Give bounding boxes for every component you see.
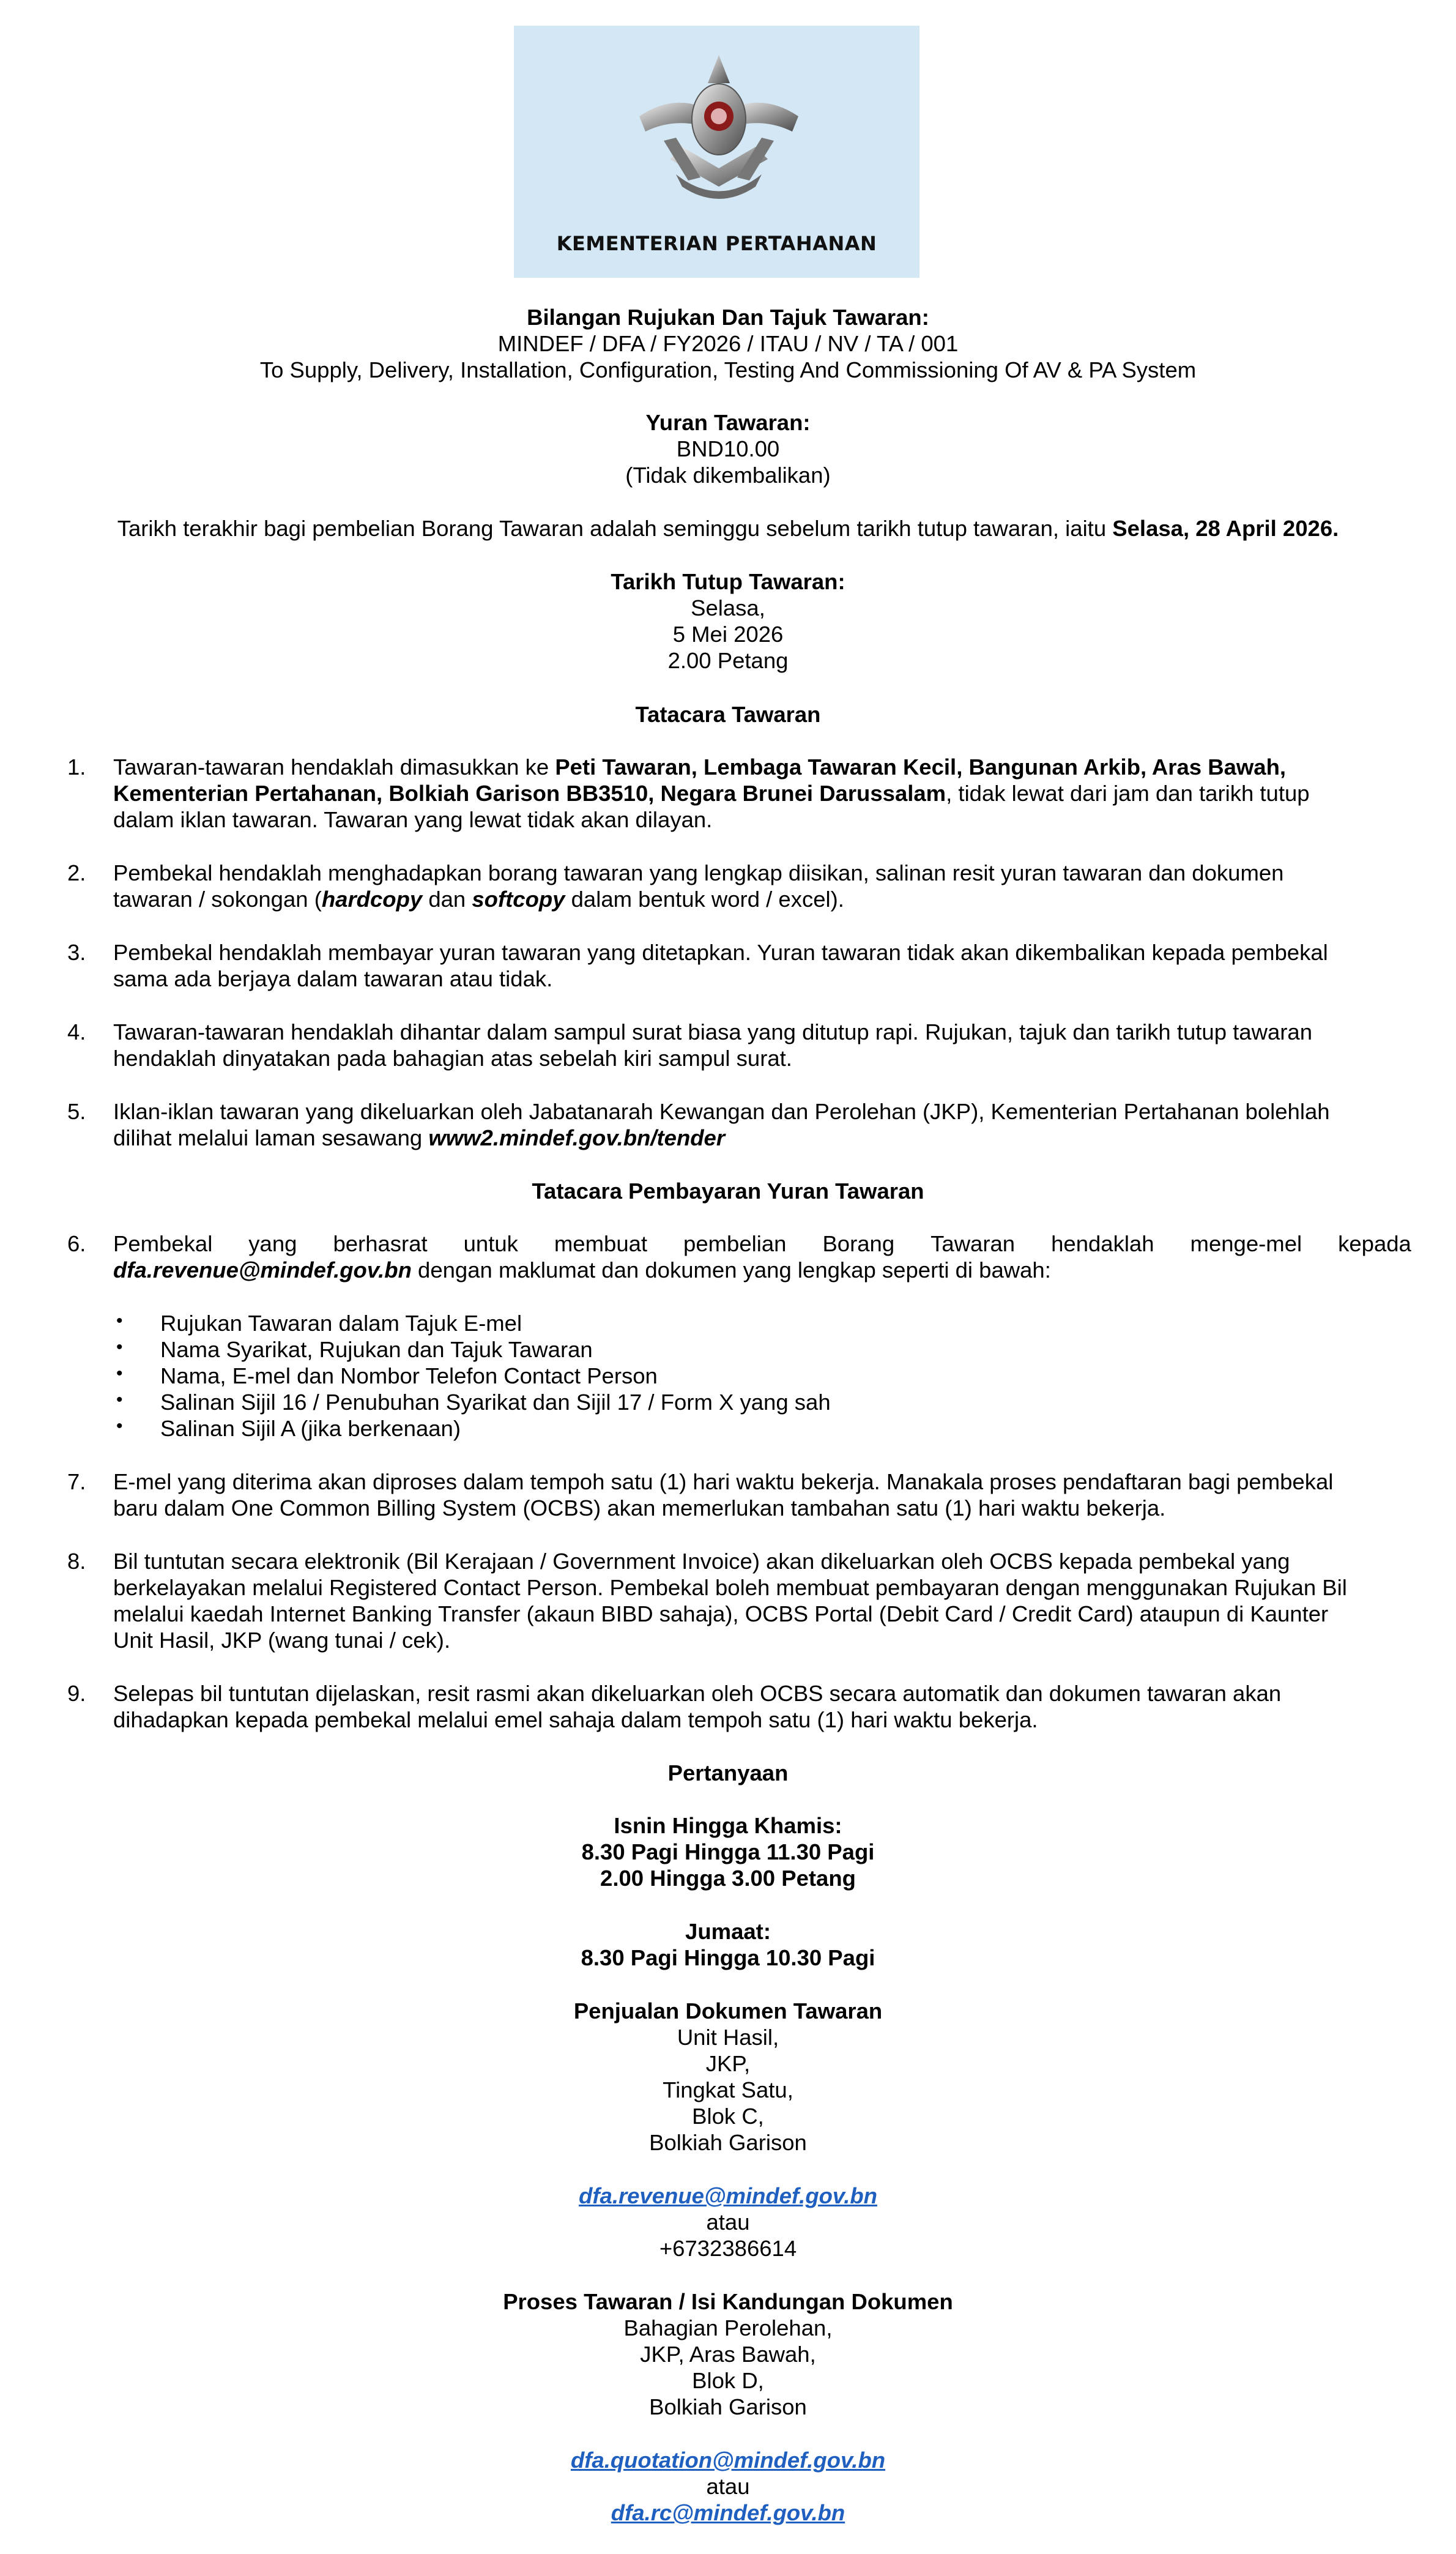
item-text: tawaran / sokongan ( xyxy=(113,887,322,912)
item-6-line-1 xyxy=(113,1230,1411,1257)
process-address-line: JKP, Aras Bawah, xyxy=(640,2342,816,2367)
sales-address-line: Unit Hasil, xyxy=(677,2025,779,2050)
list-item xyxy=(113,754,1411,833)
friday-hours: 8.30 Pagi Hingga 10.30 Pagi xyxy=(581,1945,875,1970)
process-address-line: Bolkiah Garison xyxy=(649,2394,807,2419)
bullet-icon: • xyxy=(116,1363,123,1383)
enquiry-weekday-block xyxy=(0,1812,1456,1891)
ministry-logo xyxy=(514,26,919,278)
bullet-icon: • xyxy=(116,1390,123,1410)
item-word: untuk xyxy=(463,1231,518,1256)
closing-day: Selasa, xyxy=(691,595,765,620)
item-word: hendaklah xyxy=(1051,1231,1154,1256)
enquiry-title: Pertanyaan xyxy=(667,1760,789,1785)
enquiry-friday-block xyxy=(0,1918,1456,1971)
item-text: Bil tuntutan secara elektronik (Bil Kerajaan / Government Invoice) akan dikeluarkan oleh OCBS kepada pembekal yang xyxy=(113,1549,1290,1574)
sales-address-line: Bolkiah Garison xyxy=(649,2130,807,2155)
revenue-email-link[interactable]: dfa.revenue@mindef.gov.bn xyxy=(113,1257,412,1283)
item-word: Tawaran xyxy=(930,1231,1016,1256)
purchase-deadline xyxy=(0,515,1456,542)
closing-time: 2.00 Petang xyxy=(667,648,789,673)
bullet-item: Salinan Sijil 16 / Penubuhan Syarikat dan Sijil 17 / Form X yang sah xyxy=(160,1390,831,1415)
sales-phone: +6732386614 xyxy=(659,2236,797,2261)
process-contact-block xyxy=(0,2288,1456,2420)
list-item xyxy=(113,1019,1411,1071)
item-emphasis: hardcopy xyxy=(321,887,423,912)
bullet-item: Salinan Sijil A (jika berkenaan) xyxy=(160,1416,461,1441)
section-title-tatacara-tawaran: Tatacara Tawaran xyxy=(635,702,821,727)
fee-note: (Tidak dikembalikan) xyxy=(625,463,831,488)
item-number: 4. xyxy=(67,1019,86,1044)
item-word: membuat xyxy=(554,1231,648,1256)
list-item xyxy=(113,939,1411,992)
friday-heading: Jumaat: xyxy=(685,1919,771,1944)
process-address-line: Blok D, xyxy=(692,2368,764,2393)
tender-title: To Supply, Delivery, Installation, Configuration, Testing And Commissioning Of AV & PA System xyxy=(259,357,1197,382)
list-item xyxy=(113,1098,1411,1151)
purchase-deadline-text: Tarikh terakhir bagi pembelian Borang Tawaran adalah seminggu sebelum tarikh tutup tawaran, iaitu xyxy=(117,516,1113,541)
sales-contact-block xyxy=(0,1998,1456,2156)
item-number: 3. xyxy=(67,940,86,965)
sales-email-link[interactable]: dfa.revenue@mindef.gov.bn xyxy=(579,2183,877,2208)
item-text: berkelayakan melalui Registered Contact Person. Pembekal boleh membuat pembayaran dengan menggunakan Rujukan Bil xyxy=(113,1575,1347,1601)
item-text: baru dalam One Common Billing System (OCBS) akan memerlukan tambahan satu (1) hari waktu bekerja. xyxy=(113,1495,1166,1521)
rc-email-link[interactable]: dfa.rc@mindef.gov.bn xyxy=(611,2500,845,2525)
item-text: melalui kaedah Internet Banking Transfer (akaun BIBD sahaja), OCBS Portal (Debit Card / Credit Card) ataupun di Kaunter xyxy=(113,1601,1329,1627)
quotation-email-link[interactable]: dfa.quotation@mindef.gov.bn xyxy=(570,2448,886,2473)
item-text: Iklan-iklan tawaran yang dikeluarkan oleh Jabatanarah Kewangan dan Perolehan (JKP), Kementerian Pertahanan bolehlah xyxy=(113,1099,1330,1124)
list-item xyxy=(113,860,1411,912)
item-text: dengan maklumat dan dokumen yang lengkap seperti di bawah: xyxy=(411,1257,1051,1283)
weekday-afternoon-hours: 2.00 Hingga 3.00 Petang xyxy=(600,1866,856,1891)
reference-heading: Bilangan Rujukan Dan Tajuk Tawaran: xyxy=(527,305,929,330)
bullet-item: Rujukan Tawaran dalam Tajuk E-mel xyxy=(160,1311,522,1336)
item-text: Selepas bil tuntutan dijelaskan, resit rasmi akan dikeluarkan oleh OCBS secara automatik dan dokumen tawaran akan xyxy=(113,1681,1282,1706)
item-word: kepada xyxy=(1338,1231,1411,1256)
list-item xyxy=(113,1548,1411,1653)
item-text: Unit Hasil, JKP (wang tunai / cek). xyxy=(113,1628,451,1653)
or-text: atau xyxy=(706,2474,750,2499)
item-number: 6. xyxy=(67,1231,86,1256)
closing-block xyxy=(0,568,1456,674)
item-number: 7. xyxy=(67,1469,86,1494)
item-number: 9. xyxy=(67,1681,86,1706)
list-item xyxy=(113,1469,1411,1521)
item-word: Borang xyxy=(822,1231,895,1256)
sales-address-line: JKP, xyxy=(705,2051,751,2076)
item-text: dalam iklan tawaran. Tawaran yang lewat tidak akan dilayan. xyxy=(113,807,713,833)
weekday-morning-hours: 8.30 Pagi Hingga 11.30 Pagi xyxy=(581,1839,875,1864)
bullet-icon: • xyxy=(116,1416,123,1436)
item-bold-text: Peti Tawaran, Lembaga Tawaran Kecil, Bangunan Arkib, Aras Bawah, xyxy=(555,754,1287,780)
item-word: yang xyxy=(248,1231,297,1256)
or-text: atau xyxy=(706,2210,750,2235)
item-text: Pembekal hendaklah menghadapkan borang tawaran yang lengkap diisikan, salinan resit yuran tawaran dan dokumen xyxy=(113,860,1284,885)
tender-website-link[interactable]: www2.mindef.gov.bn/tender xyxy=(428,1125,726,1151)
item-word: menge-mel xyxy=(1190,1231,1302,1256)
item-number: 5. xyxy=(67,1099,86,1124)
item-word: berhasrat xyxy=(333,1231,428,1256)
item-number: 8. xyxy=(67,1549,86,1574)
fee-heading: Yuran Tawaran: xyxy=(645,410,811,435)
sales-address-line: Blok C, xyxy=(692,2104,764,2129)
fee-amount: BND10.00 xyxy=(676,436,780,461)
section-title-pembayaran: Tatacara Pembayaran Yuran Tawaran xyxy=(532,1178,924,1204)
closing-heading: Tarikh Tutup Tawaran: xyxy=(611,569,845,594)
purchase-deadline-date: Selasa, 28 April 2026. xyxy=(1112,516,1339,541)
item-text: Tawaran-tawaran hendaklah dihantar dalam sampul surat biasa yang ditutup rapi. Rujukan, tajuk dan tarikh tutup tawaran xyxy=(113,1019,1313,1044)
item-text: dilihat melalui laman sesawang xyxy=(113,1125,429,1151)
ministry-name: KEMENTERIAN PERTAHANAN xyxy=(556,232,877,255)
item-text: E-mel yang diterima akan diproses dalam tempoh satu (1) hari waktu bekerja. Manakala proses pendaftaran bagi pembekal xyxy=(113,1469,1334,1494)
bullet-icon: • xyxy=(116,1337,123,1357)
bullet-item: Nama Syarikat, Rujukan dan Tajuk Tawaran xyxy=(160,1337,593,1362)
bullet-icon: • xyxy=(116,1311,123,1331)
reference-number: MINDEF / DFA / FY2026 / ITAU / NV / TA / 001 xyxy=(497,331,959,356)
item-number: 1. xyxy=(67,754,86,780)
item-bold-text: Kementerian Pertahanan, Bolkiah Garison BB3510, Negara Brunei Darussalam xyxy=(113,781,946,806)
process-heading: Proses Tawaran / Isi Kandungan Dokumen xyxy=(503,2289,953,2314)
sales-contact-details xyxy=(0,2183,1456,2262)
item-text: dalam bentuk word / excel). xyxy=(565,887,844,912)
item-emphasis: softcopy xyxy=(472,887,565,912)
item-text: sama ada berjaya dalam tawaran atau tidak. xyxy=(113,966,553,992)
item-number: 2. xyxy=(67,860,86,885)
sales-address-line: Tingkat Satu, xyxy=(663,2077,793,2102)
process-contact-details xyxy=(0,2447,1456,2526)
ministry-of-defence-emblem-icon xyxy=(633,55,804,211)
item-6-line-2 xyxy=(113,1257,1411,1283)
process-address-line: Bahagian Perolehan, xyxy=(623,2315,833,2340)
closing-date: 5 Mei 2026 xyxy=(672,622,784,647)
item-word: Pembekal xyxy=(113,1231,213,1256)
item-text: , tidak lewat dari jam dan tarikh tutup xyxy=(946,781,1310,806)
item-text: dan xyxy=(422,887,472,912)
item-text: hendaklah dinyatakan pada bahagian atas sebelah kiri sampul surat. xyxy=(113,1046,792,1071)
sales-heading: Penjualan Dokumen Tawaran xyxy=(573,1998,883,2023)
bullet-item: Nama, E-mel dan Nombor Telefon Contact Person xyxy=(160,1363,658,1388)
fee-block xyxy=(0,409,1456,488)
reference-block xyxy=(0,304,1456,383)
list-item xyxy=(113,1680,1411,1733)
weekday-heading: Isnin Hingga Khamis: xyxy=(614,1813,842,1838)
item-word: pembelian xyxy=(683,1231,787,1256)
item-text: Tawaran-tawaran hendaklah dimasukkan ke xyxy=(113,754,555,780)
item-text: Pembekal hendaklah membayar yuran tawaran yang ditetapkan. Yuran tawaran tidak akan dikembalikan kepada pembekal xyxy=(113,940,1328,965)
item-text: dihadapkan kepada pembekal melalui emel sahaja dalam tempoh satu (1) hari waktu bekerja. xyxy=(113,1707,1038,1733)
